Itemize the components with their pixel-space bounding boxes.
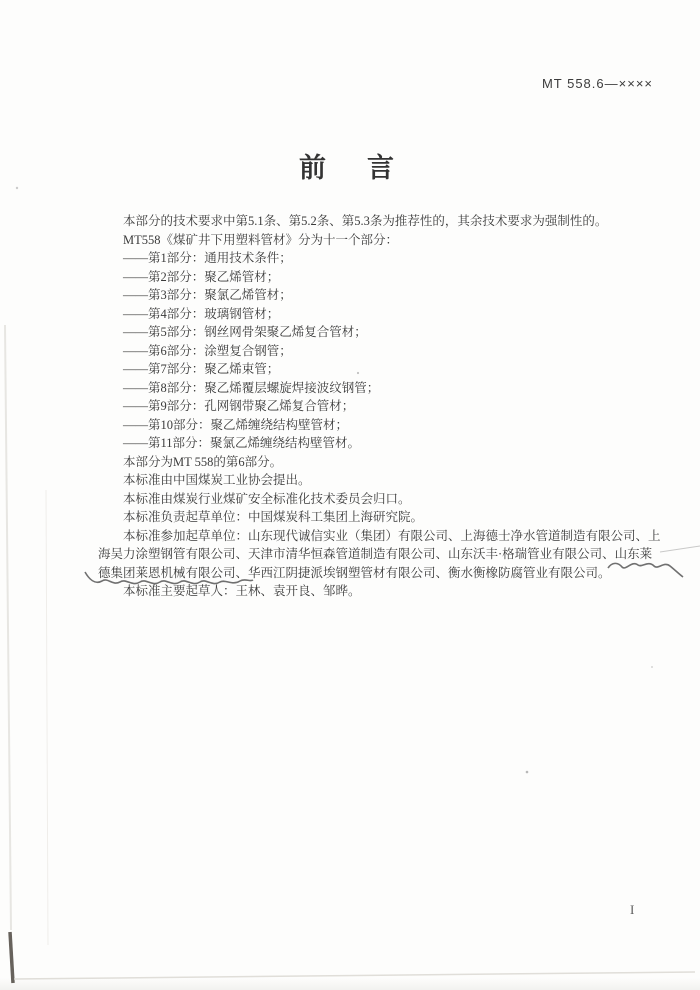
foreword-line: ——第2部分：聚乙烯管材； xyxy=(123,269,280,284)
foreword-line: 本标准由中国煤炭工业协会提出。 xyxy=(123,473,311,487)
foreword-line: ——第4部分：玻璃钢管材； xyxy=(123,306,280,321)
foreword-line: 本标准负责起草单位：中国煤炭科工集团上海研究院。 xyxy=(123,510,424,524)
page-title: 前 言 xyxy=(299,153,401,183)
foreword-line: MT558《煤矿井下用塑料管材》分为十一个部分： xyxy=(123,232,399,247)
foreword-line: ——第11部分：聚氯乙烯缠绕结构壁管材。 xyxy=(123,436,361,450)
foreword-line: ——第9部分：孔网钢带聚乙烯复合管材； xyxy=(123,399,355,413)
foreword-line: ——第8部分：聚乙烯覆层螺旋焊接波纹钢管； xyxy=(123,380,380,395)
foreword-line: 海吴力涂塑钢管有限公司、天津市清华恒森管道制造有限公司、山东沃丰·格瑞管业有限公司、山东莱 xyxy=(98,547,653,561)
foreword-line: 本部分为MT 558的第6部分。 xyxy=(123,454,283,469)
foreword-line: ——第1部分：通用技术条件； xyxy=(123,251,292,265)
page-number: I xyxy=(630,902,636,917)
foreword-line: ——第5部分：钢丝网骨架聚乙烯复合管材； xyxy=(123,325,367,339)
foreword-line: ——第10部分：聚乙烯缠绕结构壁管材； xyxy=(123,417,349,432)
scan-bottom-shadow xyxy=(0,978,700,990)
foreword-line: 本标准参加起草单位：山东现代诚信实业（集团）有限公司、上海德士净水管道制造有限公司、上 xyxy=(123,528,661,543)
foreword-line: ——第6部分：涂塑复合钢管； xyxy=(123,343,292,358)
foreword-line: 本部分的技术要求中第5.1条、第5.2条、第5.3条为推荐性的，其余技术要求为强制性的。 xyxy=(123,214,608,228)
foreword-line: 德集团莱恩机械有限公司、华西江阴捷派埃钢塑管材有限公司、衡水衡橡防腐管业有限公司。 xyxy=(98,565,611,580)
foreword-line: ——第3部分：聚氯乙烯管材； xyxy=(123,288,292,302)
foreword-line: 本标准主要起草人：王林、袁开良、邹晔。 xyxy=(123,584,361,598)
foreword-line: 本标准由煤炭行业煤矿安全标准化技术委员会归口。 xyxy=(123,491,411,506)
foreword-body xyxy=(98,212,670,601)
foreword-line: ——第7部分：聚乙烯束管； xyxy=(123,362,280,376)
standard-code: MT 558.6—×××× xyxy=(541,76,653,91)
